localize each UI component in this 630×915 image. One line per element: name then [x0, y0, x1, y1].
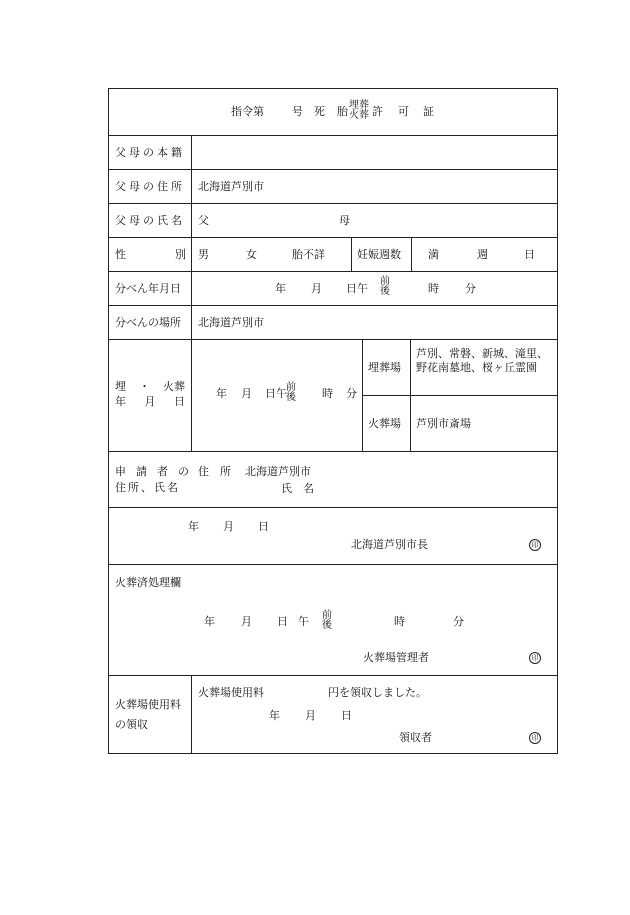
row-divider	[109, 451, 557, 452]
cremation-mae: 前	[322, 610, 332, 621]
cremation-day: 日	[277, 615, 288, 628]
sex-label-a: 性	[115, 248, 126, 261]
cremation-done-label: 火葬済処理欄	[115, 576, 181, 589]
burial-ground-value: 芦別、常磐、新城、滝里、野花南墓地、桜ヶ丘霊園	[416, 347, 548, 374]
cremation-minute: 分	[453, 615, 464, 628]
issue-month: 月	[223, 520, 234, 533]
delivery-place-label: 分べんの場所	[115, 316, 181, 329]
sex-unknown: 胎不詳	[292, 248, 325, 261]
sex-divider	[411, 237, 412, 271]
applicant-label-line1: 申請者の	[115, 465, 199, 478]
row-divider	[109, 305, 557, 306]
issue-day: 日	[258, 520, 269, 533]
burial-label-line2	[115, 395, 185, 408]
row-divider	[109, 169, 557, 170]
title-shi: 死	[314, 105, 325, 118]
row-divider	[109, 203, 557, 204]
sex-male: 男	[198, 248, 209, 261]
delivery-year: 年	[275, 282, 286, 295]
pregnancy-week: 週	[477, 248, 488, 261]
applicant-address-label: 住 所	[198, 465, 231, 478]
label-column-divider	[191, 135, 192, 451]
row-divider	[109, 339, 557, 340]
row-divider	[109, 507, 557, 508]
receiver-seal-icon: 印	[529, 732, 541, 744]
title-go: 号	[292, 105, 303, 118]
title-maiso: 埋葬	[349, 100, 369, 111]
fee-text-b: 円を領収しました。	[328, 686, 427, 699]
issue-year: 年	[188, 520, 199, 533]
title-tai: 胎	[337, 105, 348, 118]
row-divider	[109, 271, 557, 272]
title-burial-cremation	[349, 101, 369, 121]
burial-label-month: 月	[144, 395, 156, 408]
burial-gozen: 午	[276, 387, 287, 400]
sex-female: 女	[246, 248, 257, 261]
delivery-day: 日	[346, 282, 357, 295]
burial-day: 日	[265, 387, 276, 400]
row-divider	[109, 564, 557, 565]
delivery-minute: 分	[465, 282, 476, 295]
crematorium-manager: 火葬場管理者	[363, 651, 429, 664]
burial-ampm	[286, 383, 296, 403]
cremation-hour: 時	[394, 615, 405, 628]
delivery-mae: 前	[380, 276, 390, 287]
applicant-name-label: 氏 名	[281, 482, 314, 495]
fee-receiver: 領収者	[399, 731, 432, 744]
burial-month: 月	[241, 387, 252, 400]
cremation-gozen: 午	[298, 615, 309, 628]
delivery-hour: 時	[428, 282, 439, 295]
pregnancy-man: 満	[428, 248, 439, 261]
delivery-datetime-label: 分べん年月日	[115, 282, 181, 295]
burial-label-year: 年	[115, 395, 126, 408]
burial-label-kaso: 火葬	[163, 380, 185, 393]
burial-divider	[410, 339, 411, 451]
burial-label-dot: ・	[139, 380, 150, 393]
applicant-address-value: 北海道芦別市	[245, 465, 311, 478]
crematorium-label: 火葬場	[368, 417, 401, 430]
pregnancy-weeks-label: 妊娠週数	[357, 248, 401, 261]
sex-divider	[351, 237, 352, 271]
crematorium-value: 芦別市斎場	[416, 417, 471, 430]
burial-ground-label: 埋葬場	[368, 361, 401, 374]
row-divider	[109, 135, 557, 136]
mayor-seal-icon: 印	[529, 539, 541, 551]
parents-address-label: 父母の住所	[115, 180, 185, 193]
burial-label-line1	[115, 380, 185, 393]
title-kyo: 許	[372, 105, 383, 118]
parents-address-value: 北海道芦別市	[198, 180, 264, 193]
parents-honseki-label: 父母の本籍	[115, 146, 185, 159]
fee-day: 日	[341, 709, 352, 722]
burial-divider	[362, 339, 363, 451]
mother-label: 母	[339, 214, 350, 227]
delivery-gozen: 午	[357, 282, 368, 295]
mayor-title: 北海道芦別市長	[351, 538, 428, 551]
title-ka: 可	[398, 105, 409, 118]
burial-ato: 後	[286, 392, 296, 403]
fee-text-a: 火葬場使用料	[198, 686, 264, 699]
cremation-ampm	[322, 611, 332, 631]
burial-label-day: 日	[174, 395, 185, 408]
title-sho: 証	[423, 105, 434, 118]
burial-hour: 時	[322, 387, 333, 400]
delivery-month: 月	[311, 282, 322, 295]
cremation-year: 年	[204, 615, 215, 628]
fee-year: 年	[269, 709, 280, 722]
row-divider	[109, 675, 557, 676]
pregnancy-day: 日	[524, 248, 535, 261]
row-divider	[109, 237, 557, 238]
delivery-ampm	[380, 277, 390, 297]
burial-mae: 前	[286, 382, 296, 393]
label-column-divider	[191, 675, 192, 753]
cremation-ato: 後	[322, 620, 332, 631]
manager-seal-icon: 印	[529, 652, 541, 664]
parents-name-label: 父母の氏名	[115, 214, 185, 227]
delivery-place-value: 北海道芦別市	[198, 316, 264, 329]
title-kaso: 火葬	[349, 110, 369, 121]
fee-label-line1: 火葬場使用料	[115, 698, 181, 711]
applicant-label-line2: 住所、氏名	[115, 481, 180, 494]
burial-minute: 分	[346, 387, 357, 400]
delivery-ato: 後	[380, 286, 390, 297]
burial-year: 年	[216, 387, 227, 400]
cremation-permit-form	[108, 88, 558, 754]
sex-label-b: 別	[175, 248, 186, 261]
burial-label-mai: 埋	[115, 380, 126, 393]
cremation-month: 月	[241, 615, 252, 628]
fee-label-line2: の領収	[115, 718, 148, 731]
father-label: 父	[198, 214, 209, 227]
title-prefix: 指令第	[231, 105, 264, 118]
row-divider	[362, 395, 557, 396]
fee-month: 月	[305, 709, 316, 722]
